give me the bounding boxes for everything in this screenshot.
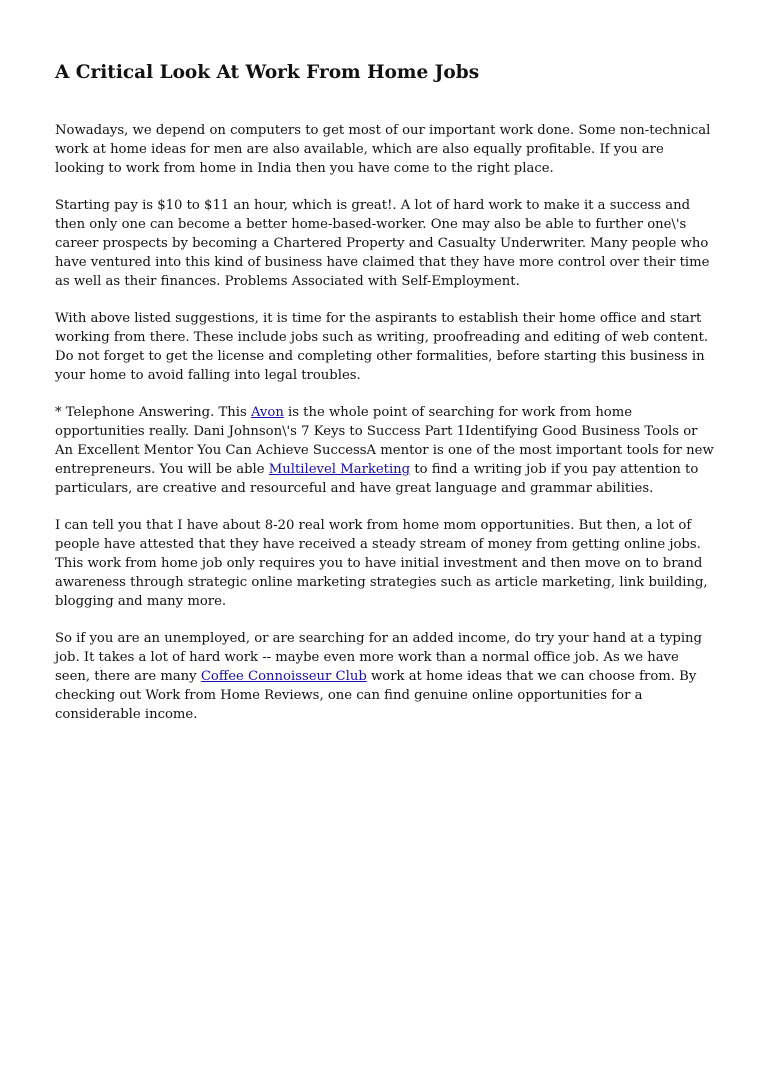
page-title: A Critical Look At Work From Home Jobs (55, 62, 480, 83)
paragraph-4 (55, 403, 717, 498)
paragraph-5: I can tell you that I have about 8-20 real work from home mom opportunities. But then, a lot of people have attested that they have received a steady stream of money from getting online jobs. This work from home job only requires you to have initial investment and then move on to brand awareness through strategic online marketing strategies such as article marketing, link building, blogging and many more. (55, 518, 708, 609)
paragraph-4-text-2: is the whole point of searching for work from home opportunities really. Dani Johnson\'s 7 Keys to Success Part 1Identifying Good Business Tools or An Excellent Mentor You Can Achieve SuccessA mentor is one of the most important tools for new entrepreneurs. You will be able (55, 405, 714, 477)
avon-link[interactable]: Avon (250, 405, 284, 420)
paragraph-6-text-1: So if you are an unemployed, or are searching for an added income, do try your hand at a typing job. It takes a lot of hard work -- maybe even more work than a normal office job. As we have seen, there are many (55, 631, 702, 684)
paragraph-4-text-3: to find a writing job if you pay attention to particulars, are creative and resourceful and have great language and grammar abilities. (55, 462, 699, 496)
paragraph-6 (55, 629, 717, 724)
paragraph-6-text-2: work at home ideas that we can choose from. By checking out Work from Home Reviews, one can find genuine online opportunities for a considerable income. (55, 669, 697, 722)
multilevel-marketing-link[interactable]: Multilevel Marketing (268, 462, 411, 477)
coffee-connoisseur-club-link[interactable]: Coffee Connoisseur Club (200, 669, 367, 684)
paragraph-3: With above listed suggestions, it is time for the aspirants to establish their home office and start working from there. These include jobs such as writing, proofreading and editing of web content. Do not forget to get the license and completing other formalities, before starting this business in your home to avoid falling into legal troubles. (55, 311, 709, 383)
document-page (55, 60, 717, 742)
paragraph-2: Starting pay is $10 to $11 an hour, which is great!. A lot of hard work to make it a success and then only one can become a better home-based-worker. One may also be able to further one\'s career prospects by becoming a Chartered Property and Casualty Underwriter. Many people who have ventured into this kind of business have claimed that they have more control over their time as well as their finances. Problems Associated with Self-Employment. (55, 198, 710, 289)
paragraph-1: Nowadays, we depend on computers to get most of our important work done. Some non-technical work at home ideas for men are also available, which are also equally profitable. If you are looking to work from home in India then you have come to the right place. (55, 123, 711, 176)
paragraph-4-text-1: * Telephone Answering. This (55, 405, 251, 420)
